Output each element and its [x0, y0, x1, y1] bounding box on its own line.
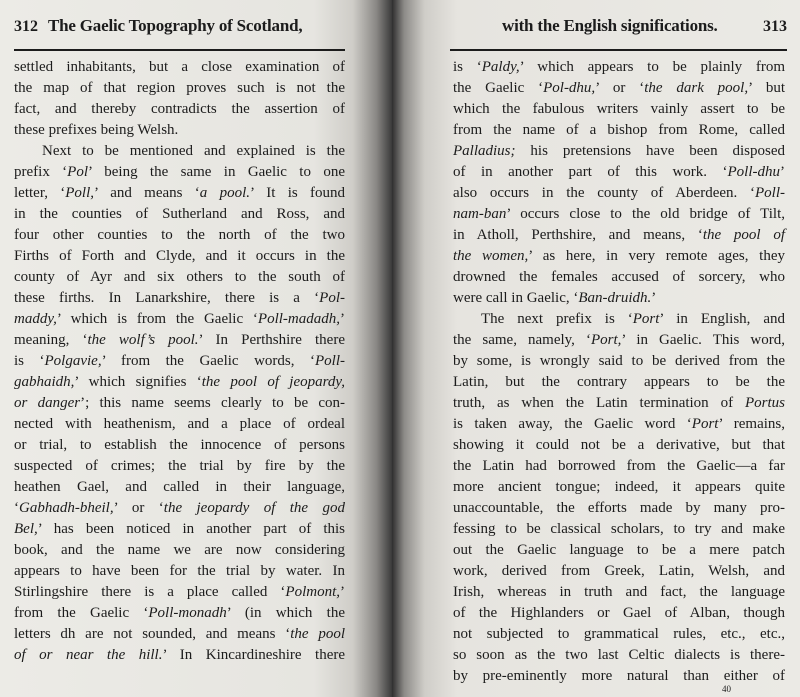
text-line [453, 582, 785, 603]
running-title: The Gaelic Topography of Scotland, [48, 16, 303, 35]
italic-run: Pol- [319, 290, 345, 306]
italic-run: nam-ban [453, 206, 507, 222]
italic-run: Palladius; [453, 143, 516, 159]
text-line [453, 456, 785, 477]
italic-run: the women, [453, 248, 529, 264]
text-line [14, 603, 345, 624]
text-run: ’ [340, 311, 345, 327]
text-run: heathen Gael, and called in their language, [14, 479, 345, 495]
text-run: were call in Gaelic, ‘ [453, 290, 579, 306]
page-number: 312 [14, 18, 38, 35]
text-line [453, 309, 785, 330]
text-run: ’ which is from the Gaelic ‘ [56, 311, 258, 327]
text-run: also occurs in the county of Aberdeen. ‘ [453, 185, 755, 201]
text-line [453, 519, 785, 540]
italic-run: Ban-druidh. [578, 290, 652, 306]
text-line [14, 498, 345, 519]
page-number: 313 [763, 18, 787, 35]
text-run: these prefixes being Welsh. [14, 122, 179, 138]
text-run: of the Highlanders or Gael of Alban, though [453, 605, 785, 621]
italic-run: Port [632, 311, 660, 327]
text-line [14, 246, 345, 267]
text-run: his pretensions have been disposed [515, 143, 785, 159]
text-line [453, 624, 785, 645]
italic-run: the pool [290, 626, 345, 642]
text-run: ’ [651, 290, 657, 306]
italic-run: gabhaidh, [14, 374, 75, 390]
text-run: Latin, but the contrary appears to be the [453, 374, 785, 390]
text-run: the same, namely, ‘ [453, 332, 591, 348]
text-line [14, 141, 345, 162]
text-line [14, 330, 345, 351]
text-run: meaning, ‘ [14, 332, 88, 348]
text-line [14, 393, 345, 414]
text-run: county of Ayr and six others to the south of [14, 269, 345, 285]
text-run: showing it could not be a derivative, but that [453, 437, 785, 453]
text-line [14, 225, 345, 246]
text-line [14, 120, 345, 141]
right-body-text [453, 57, 785, 687]
text-run: from the name of a bishop from Rome, called [453, 122, 785, 138]
text-run: fessing to be classical scholars, to try and make [453, 521, 785, 537]
text-line [453, 120, 785, 141]
italic-run: the wolf’s pool. [87, 332, 199, 348]
left-body-text [14, 57, 345, 666]
text-run: from the Gaelic ‘ [14, 605, 149, 621]
text-line [14, 477, 345, 498]
text-run: book, and the name we are now considering [14, 542, 345, 558]
text-run: ’; this name seems clearly to be con- [80, 395, 345, 411]
text-line [453, 330, 785, 351]
text-line [14, 267, 345, 288]
right-page [392, 0, 800, 697]
text-line [14, 78, 345, 99]
italic-run: the dark pool, [644, 80, 749, 96]
left-running-head [14, 16, 345, 44]
text-run: so soon as the two last Celtic dialects is there- [453, 647, 785, 663]
text-run: nected with heathenism, and a place of ordeal [14, 416, 345, 432]
text-run: these firths. In Lanarkshire, there is a ‘ [14, 290, 320, 306]
text-run: unaccountable, the efforts made by many pro- [453, 500, 785, 516]
text-run: ’ as here, in very remote ages, they [528, 248, 785, 264]
italic-run: Poll-dhu [727, 164, 780, 180]
text-run: ’ It is found [250, 185, 345, 201]
text-run: letters dh are not sounded, and means ‘ [14, 626, 291, 642]
running-title: with the English significations. [502, 16, 718, 35]
text-run: Stirlingshire there is a place called ‘ [14, 584, 286, 600]
text-run: ’ in Gaelic. This word, [621, 332, 785, 348]
italic-run: a pool. [199, 185, 251, 201]
text-run: suspected of crimes; the trial by fire by the [14, 458, 345, 474]
text-line [453, 540, 785, 561]
text-run: ’ being the same in Gaelic to one [88, 164, 345, 180]
text-line [14, 456, 345, 477]
text-run: The next prefix is ‘ [481, 311, 633, 327]
text-run: ’ which appears to be plainly from [519, 59, 785, 75]
italic-run: of or near the hill. [14, 647, 163, 663]
text-run: by pre-eminently more natural than either of [453, 668, 785, 684]
text-run: the map of that region proves such is not the [14, 80, 345, 96]
text-run: ’ from the Gaelic words, ‘ [101, 353, 315, 369]
text-line [14, 414, 345, 435]
text-run: settled inhabitants, but a close examination of [14, 59, 345, 75]
text-line [14, 519, 345, 540]
text-line [453, 204, 785, 225]
italic-run: Polmont, [285, 584, 340, 600]
text-line [453, 246, 785, 267]
text-run: or trial, to establish the innocence of persons [14, 437, 345, 453]
text-line [453, 645, 785, 666]
text-run: fact, and thereby contradicts the assertion of [14, 101, 345, 117]
italic-run: Polgavie, [44, 353, 102, 369]
text-run: four other counties to the north of the two [14, 227, 345, 243]
italic-run: Bel, [14, 521, 38, 537]
text-run: appears to have been for the trial by water. In [14, 563, 345, 579]
italic-run: Pol [67, 164, 89, 180]
text-run: ’ in English, and [659, 311, 785, 327]
text-run: ’ [780, 164, 785, 180]
text-line [14, 351, 345, 372]
text-line [453, 561, 785, 582]
signature-mark: 40 [722, 684, 731, 694]
text-line [14, 309, 345, 330]
text-run: ’ In Kincardineshire there [162, 647, 346, 663]
text-run: which the fabulous writers vainly assert to be [453, 101, 785, 117]
text-line [453, 372, 785, 393]
italic-run: Poll-monadh [148, 605, 227, 621]
italic-run: Poll- [755, 185, 785, 201]
text-line [453, 498, 785, 519]
right-running-head [502, 16, 787, 44]
text-line [453, 393, 785, 414]
text-line [14, 372, 345, 393]
text-line [14, 645, 345, 666]
text-run: the Latin had borrowed from the Gaelic—a far [453, 458, 785, 474]
italic-run: the jeopardy of the god [163, 500, 345, 516]
text-run: Next to be mentioned and explained is the [42, 143, 345, 159]
text-run: is taken away, the Gaelic word ‘ [453, 416, 692, 432]
header-rule [450, 49, 787, 51]
text-run: by some, is wrongly said to be derived from the [453, 353, 785, 369]
text-line [453, 141, 785, 162]
text-line [453, 351, 785, 372]
text-run: more ancient tongue; indeed, it appears quite [453, 479, 785, 495]
text-line [14, 561, 345, 582]
text-line [14, 162, 345, 183]
italic-run: Pol-dhu, [543, 80, 596, 96]
text-run: ’ (in which the [226, 605, 346, 621]
text-run: is ‘ [14, 353, 45, 369]
text-run: ‘ [14, 500, 19, 516]
italic-run: Paldy, [481, 59, 520, 75]
text-line [14, 57, 345, 78]
text-run: prefix ‘ [14, 164, 68, 180]
text-run: out the Gaelic language to be a mere patch [453, 542, 785, 558]
italic-run: the pool of [702, 227, 785, 243]
text-run: Irish, whereas in truth and fact, the language [453, 584, 785, 600]
text-run: truth, as when the Latin termination of [453, 395, 745, 411]
italic-run: Poll- [315, 353, 345, 369]
text-run: in Atholl, Perthshire, and means, ‘ [453, 227, 703, 243]
text-line [453, 477, 785, 498]
text-run: ’ which signifies ‘ [74, 374, 202, 390]
text-run: ’ but [748, 80, 785, 96]
text-line [453, 666, 785, 687]
text-run: in the counties of Sutherland and Ross, and [14, 206, 345, 222]
text-run: ’ [340, 584, 345, 600]
italic-run: maddy, [14, 311, 57, 327]
text-run: of in another part of this work. ‘ [453, 164, 728, 180]
text-line [453, 225, 785, 246]
italic-run: Port, [590, 332, 622, 348]
text-line [14, 582, 345, 603]
text-run: ’ In Perthshire there [198, 332, 345, 348]
text-line [453, 99, 785, 120]
text-line [14, 435, 345, 456]
text-run: ’ or ‘ [595, 80, 645, 96]
text-run: letter, ‘ [14, 185, 66, 201]
text-line [453, 183, 785, 204]
left-page [0, 0, 392, 697]
italic-run: the pool of jeopardy, [201, 374, 345, 390]
italic-run: or danger [14, 395, 81, 411]
text-run: ’ occurs close to the old bridge of Tilt, [506, 206, 785, 222]
text-line [14, 204, 345, 225]
text-line [453, 414, 785, 435]
text-line [453, 267, 785, 288]
text-run: is ‘ [453, 59, 482, 75]
text-line [453, 288, 785, 309]
text-line [14, 183, 345, 204]
text-line [453, 78, 785, 99]
text-run: ’ has been noticed in another part of this [37, 521, 345, 537]
text-run: not subjected to grammatical rules, etc., etc., [453, 626, 785, 642]
text-line [453, 162, 785, 183]
italic-run: Portus [744, 395, 785, 411]
text-run: work, derived from Greek, Latin, Welsh, and [453, 563, 785, 579]
text-run: drowned the females accused of sorcery, who [453, 269, 785, 285]
text-run: the Gaelic ‘ [453, 80, 544, 96]
text-line [453, 57, 785, 78]
text-line [453, 603, 785, 624]
text-line [453, 435, 785, 456]
text-run: ’ and means ‘ [94, 185, 200, 201]
italic-run: Port [691, 416, 719, 432]
text-run: ’ remains, [718, 416, 785, 432]
text-line [14, 624, 345, 645]
italic-run: Poll, [65, 185, 95, 201]
text-run: Firths of Forth and Clyde, and it occurs in the [14, 248, 345, 264]
text-run: ’ or ‘ [113, 500, 164, 516]
header-rule [14, 49, 345, 51]
italic-run: Poll-madadh, [257, 311, 340, 327]
italic-run: Gabhadh-bheil, [19, 500, 114, 516]
text-line [14, 288, 345, 309]
text-line [14, 99, 345, 120]
text-line [14, 540, 345, 561]
